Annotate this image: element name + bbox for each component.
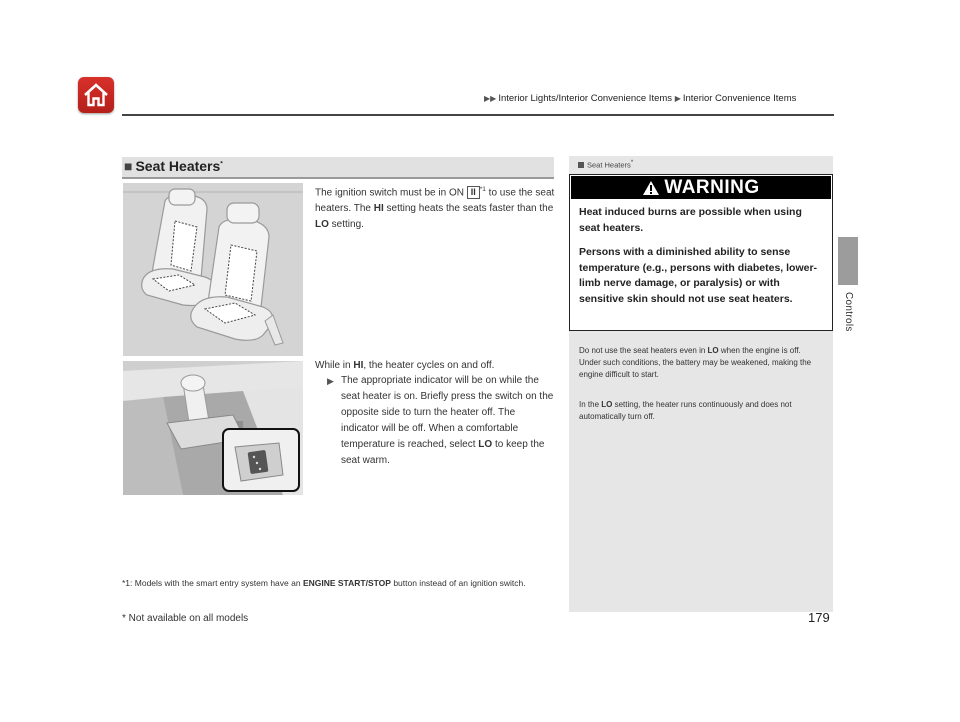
hi-text-1: While in <box>315 360 354 371</box>
footnote-ref: *1 <box>479 186 486 193</box>
lo-setting: LO <box>707 346 719 355</box>
console-switch-illustration <box>123 361 303 495</box>
hi-setting: HI <box>353 360 364 371</box>
side-note-title-asterisk: * <box>630 159 634 166</box>
ignition-instructions <box>315 182 555 233</box>
warning-header <box>571 176 831 199</box>
chapter-tab[interactable] <box>838 237 858 285</box>
footnote-text-2: button instead of an ignition switch. <box>390 578 526 588</box>
note1-text-2: when the engine is off. Under such conditions, the battery may be weakened, making the engine difficult to start. <box>579 346 812 379</box>
hi-cycle-text <box>315 358 555 374</box>
lo-setting: LO <box>315 219 329 231</box>
intro-text-2: to use the seat heaters. The <box>315 187 555 215</box>
page-number: 179 <box>808 610 830 625</box>
engine-off-note <box>579 345 823 381</box>
note-marker-icon <box>578 162 584 168</box>
footnote-smart-entry <box>122 576 556 591</box>
indicator-text-2: to keep the seat warm. <box>341 439 545 466</box>
breadcrumb-arrow-icon: ▶ <box>674 94 681 103</box>
header-rule <box>122 114 834 116</box>
warning-sensitivity-text: Persons with a diminished ability to sense temperature (e.g., persons with diabetes, lower-limb nerve damage, or paralysis) or with sensitive skin should not use seat heaters. <box>579 246 818 305</box>
lo-continuous-note <box>579 399 823 423</box>
warning-burn-text: Heat induced burns are possible when using seat heaters. <box>579 206 802 234</box>
breadcrumb-current: Interior Convenience Items <box>682 93 797 104</box>
intro-text-3: setting heats the seats faster than the <box>383 203 554 215</box>
breadcrumb-arrow-icon: ▶▶ <box>484 94 497 103</box>
home-icon <box>82 82 110 108</box>
chapter-tab-label: Controls <box>843 292 854 332</box>
square-bullet-icon: ■ <box>124 158 133 174</box>
breadcrumb-link-interior-lights[interactable]: Interior Lights/Interior Convenience Items <box>498 93 673 104</box>
warning-triangle-icon <box>642 180 660 196</box>
hi-text-2: , the heater cycles on and off. <box>363 360 495 371</box>
note2-text-1: In the <box>579 400 602 409</box>
home-button[interactable] <box>78 77 114 113</box>
side-note-title <box>578 159 633 170</box>
footnote-text-1: *1: Models with the smart entry system have an <box>122 578 303 588</box>
engine-start-stop-label: ENGINE START/STOP <box>302 578 391 588</box>
lo-setting: LO <box>601 400 613 409</box>
indicator-text <box>327 373 555 469</box>
seats-illustration <box>123 183 303 356</box>
lo-setting: LO <box>478 439 493 450</box>
section-title-asterisk: * <box>220 160 223 168</box>
warning-title: WARNING <box>664 176 760 198</box>
section-title <box>124 158 223 174</box>
side-note-title-text: Seat Heaters <box>587 160 631 170</box>
ignition-mode-icon: II <box>467 186 480 199</box>
section-title-text: Seat Heaters <box>135 158 221 174</box>
note1-text-1: Do not use the seat heaters even in <box>579 346 708 355</box>
breadcrumb <box>484 93 796 104</box>
intro-text-1: The ignition switch must be in ON <box>315 187 467 199</box>
warning-box <box>569 174 833 331</box>
availability-footnote: * Not available on all models <box>122 613 249 624</box>
hi-setting: HI <box>373 203 384 215</box>
sub-step-arrow-icon: ▶ <box>327 376 334 386</box>
indicator-text-1: The appropriate indicator will be on while the seat heater is on. Briefly press the switch on the opposite side to turn the heater off. The indicator will be off. When a comfortable temperature is reached, select <box>341 375 554 450</box>
note2-text-2: setting, the heater runs continuously and does not automatically turn off. <box>579 400 792 421</box>
intro-text-4: setting. <box>328 219 364 231</box>
